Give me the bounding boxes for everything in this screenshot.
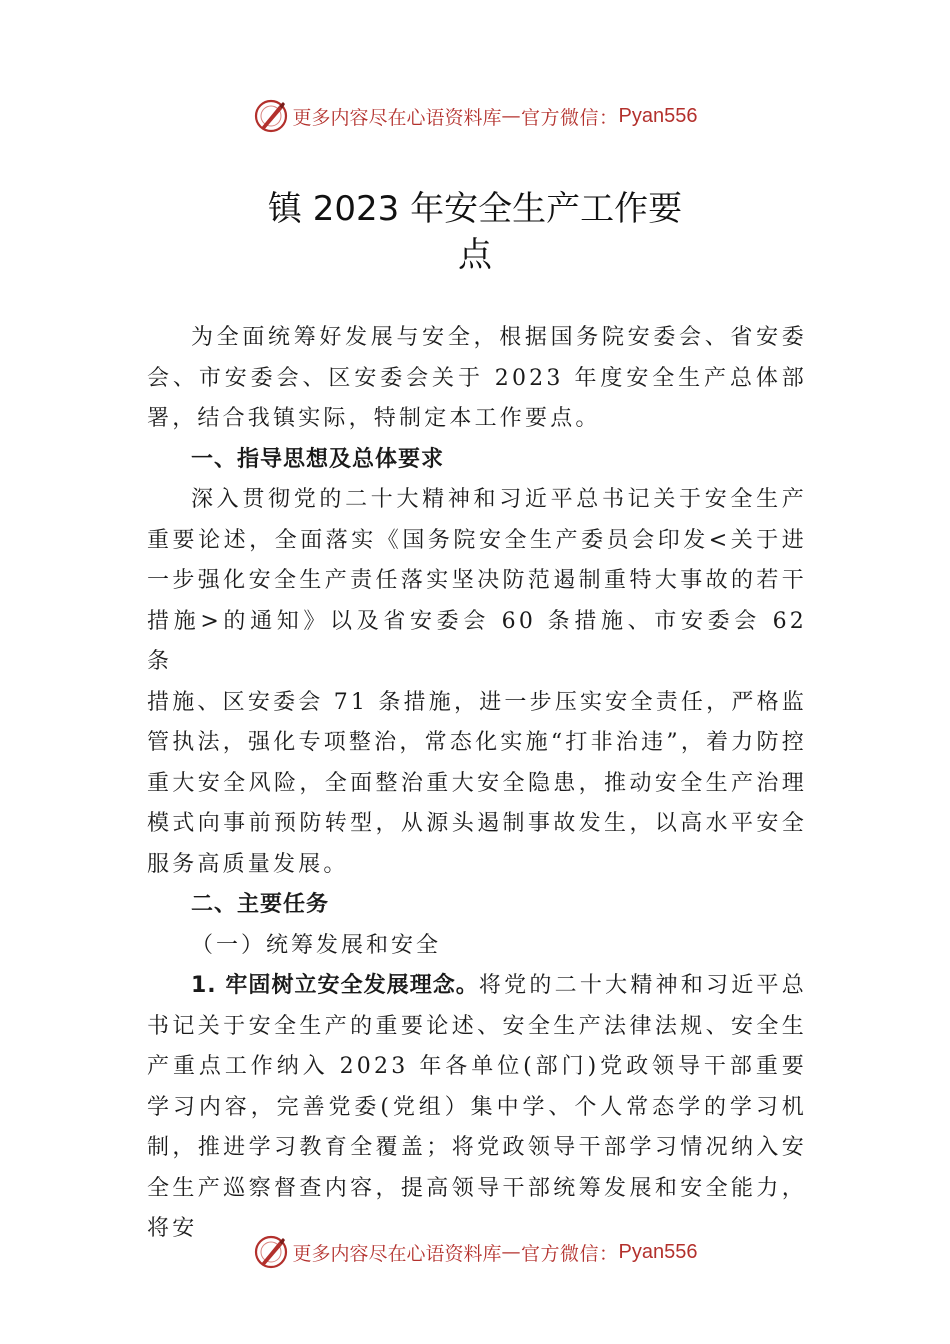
watermark-brand-text: 更多内容尽在心语资料库 — [292, 1242, 502, 1265]
pen-logo-icon — [253, 1234, 289, 1270]
watermark-separator: — — [501, 1241, 522, 1263]
pen-logo-icon — [253, 98, 289, 134]
watermark-separator: — — [501, 105, 522, 127]
item-1-lead: 1. 牢固树立安全发展理念。 — [191, 973, 479, 998]
watermark-footer — [0, 1232, 950, 1272]
watermark-wechat-id: Pyan556 — [618, 104, 698, 127]
section-2-heading: 二、主要任务 — [191, 892, 330, 917]
section-1-heading: 一、指导思想及总体要求 — [191, 446, 445, 472]
title-line-2: 点 — [458, 235, 492, 275]
document-body — [147, 318, 807, 1250]
watermark-wechat-id: Pyan556 — [618, 1240, 698, 1263]
watermark-wechat-label: 官方微信： — [521, 106, 619, 129]
section-1-paragraph-a: 深入贯彻党的二十大精神和习近平总书记关于安全生产重要论述，全面落实《国务院安全生产委员会印发<关于进一步强化安全生产责任落实坚决防范遏制重特大事故的若干措施>的通知》以及省安委会 60 条措施、市安委会 62 条 — [147, 487, 807, 674]
item-1-paragraph — [147, 966, 807, 1250]
watermark-brand-text: 更多内容尽在心语资料库 — [292, 106, 502, 129]
watermark-header — [0, 96, 950, 136]
subsection-1-heading: （一）统筹发展和安全 — [191, 932, 442, 958]
title-line-1: 镇 2023 年安全生产工作要 — [267, 189, 683, 229]
watermark-wechat-label: 官方微信： — [521, 1242, 619, 1265]
item-1-body: 将党的二十大精神和习近平总书记关于安全生产的重要论述、安全生产法律法规、安全生产重点工作纳入 2023 年各单位(部门)党政领导干部重要学习内容，完善党委(党组）集中学、个人常态学的学习机制，推进学习教育全覆盖；将党政领导干部学习情况纳入安全生产巡察督查内容，提高领导干部统筹发展和安全能力，将安 — [147, 973, 807, 1241]
document-title — [0, 186, 950, 278]
section-1-paragraph-b: 措施、区安委会 71 条措施，进一步压实安全责任，严格监管执法，强化专项整治，常态化实施“打非治违”，着力防控重大安全风险，全面整治重大安全隐患，推动安全生产治理模式向事前预防转型，从源头遏制事故发生，以高水平安全服务高质量发展。 — [147, 689, 807, 877]
intro-paragraph: 为全面统筹好发展与安全，根据国务院安委会、省安委会、市安委会、区安委会关于 2023 年度安全生产总体部署，结合我镇实际，特制定本工作要点。 — [147, 325, 807, 431]
